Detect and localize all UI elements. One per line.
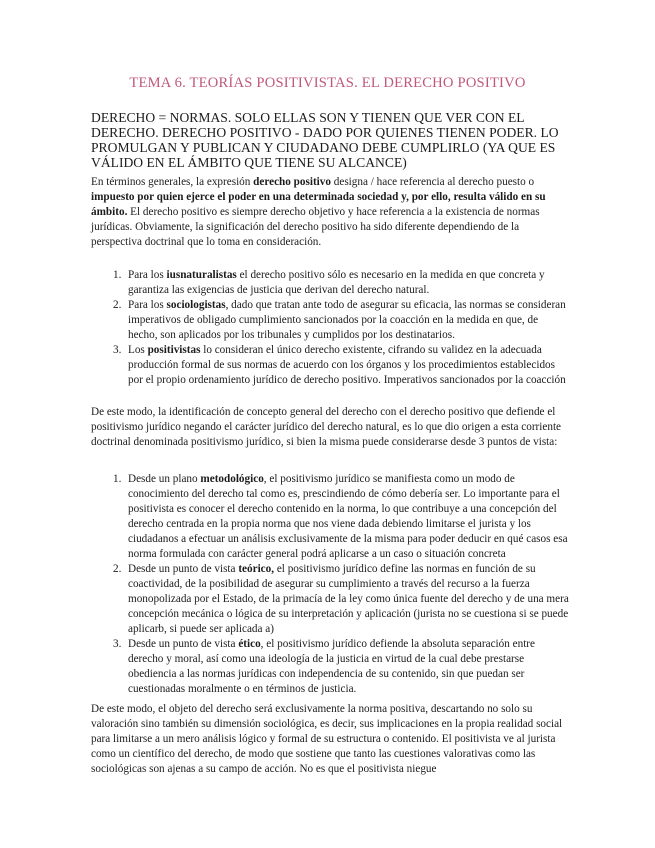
text-run: lo consideran el único derecho existente, cifrando su validez en la adecuada producción formal de sus normas de acuerdo con los órganos y los procedimientos establecidos por el propio ordenamiento jurídico de derecho positivo. Imperativos sancionados por la coacción [128, 344, 566, 386]
text-run: Para los [128, 269, 167, 281]
paragraph-definition [91, 175, 569, 250]
list-item [91, 637, 569, 697]
list-item [91, 343, 569, 388]
text-run: Desde un punto de vista [128, 563, 239, 575]
paragraph-identification: De este modo, la identificación de concepto general del derecho con el derecho positivo que defiende el positivismo jurídico negando el carácter jurídico del derecho natural, es lo que dio origen a esta corriente doctrinal denominada positivismo jurídico, si bien la misma puede considerarse desde 3 puntos de vista: [91, 406, 562, 448]
bold-term: ético [238, 638, 261, 650]
text-run: , el positivismo jurídico se manifiesta como un modo de conocimiento del derecho tal como es, prescindiendo de cómo debería ser. Lo importante para el positivista es conocer el derecho contenido en la norma, lo que contribuye a una concepción del derecho centrada en la propia norma que nos viene dada debiendo limitarse el jurista y los ciudadanos a efectuar un análisis exclusivamente de la misma para poder deducir en qué casos esa norma formulada con carácter general podrá aplicarse a un caso o situación concreta [128, 473, 568, 560]
text-run: Desde un punto de vista [128, 638, 239, 650]
text-run: , el positivismo jurídico defiende la absoluta separación entre derecho y moral, así como una ideología de la justicia en virtud de la cual debe prestarse obediencia a las normas jurídicas con independencia de su contenido, sin que puedan ser cuestionadas moralmente o en términos de justicia. [128, 638, 535, 695]
intro-summary: DERECHO = NORMAS. SOLO ELLAS SON Y TIENEN QUE VER CON EL DERECHO. DERECHO POSITIVO - DADO POR QUIENES TIENEN PODER. LO PROMULGAN Y PUBLICAN Y CIUDADANO DEBE CUMPLIRLO (YA QUE ES VÁLIDO EN EL ÁMBITO QUE TIENE SU ALCANCE) [91, 110, 559, 170]
text-run: Los [128, 344, 148, 356]
list-number: 3. [113, 344, 122, 356]
bold-term: metodológico [200, 473, 264, 485]
viewpoints-list [91, 472, 569, 697]
text-run: designa / hace referencia al derecho puesto o [330, 176, 535, 188]
list-item [91, 472, 569, 562]
list-number: 2. [113, 563, 122, 575]
perspectives-list [91, 268, 569, 388]
text-run: el positivismo jurídico define las normas en función de su coactividad, de la posibilidad de asegurar su cumplimiento a través del recurso a la fuerza monopolizada por el Estado, de la primacía de la ley como única fuente del derecho y de una mera concepción mecánica o lógica de su interpretación y aplicación (jurista no se cuestiona si se puede aplicarb, si puede ser aplicada a) [128, 563, 569, 635]
list-number: 1. [113, 269, 122, 281]
text-run: Desde un plano [128, 473, 201, 485]
list-number: 1. [113, 473, 122, 485]
text-run: En términos generales, la expresión [91, 176, 254, 188]
paragraph-object: De este modo, el objeto del derecho será exclusivamente la norma positiva, descartando no solo su valoración sino también su dimensión sociológica, es decir, sus implicaciones en la propia realidad social para limitarse a un mero análisis lógico y formal de su estructura o contenido. El positivista ve al jurista como un científico del derecho, de modo que sostiene que tanto las cuestiones valorativas como las sociológicas son ajenas a su campo de acción. No es que el positivista niegue [91, 703, 563, 775]
bold-term: teórico, [238, 563, 275, 575]
bold-term: positivistas [147, 344, 201, 356]
page-title: TEMA 6. TEORÍAS POSITIVISTAS. EL DERECHO POSITIVO [129, 75, 526, 91]
text-run: Para los [128, 299, 167, 311]
bold-term: iusnaturalistas [166, 269, 237, 281]
bold-term: impuesto por quien ejerce el poder en una determinada sociedad y, por ello, resulta válido en su ámbito. [91, 191, 546, 218]
text-run: El derecho positivo es siempre derecho objetivo y hace referencia a la existencia de normas jurídicas. Obviamente, la significación del derecho positivo ha sido diferente dependiendo de la perspectiva doctrinal que lo toma en consideración. [91, 206, 540, 248]
text-run: el derecho positivo sólo es necesario en la medida en que concreta y garantiza las exigencias de justicia que derivan del derecho natural. [128, 269, 545, 296]
list-item [91, 298, 569, 343]
list-item [91, 268, 569, 298]
text-run: , dado que tratan ante todo de asegurar su eficacia, las normas se consideran imperativos de obligado cumplimiento sancionados por la coacción en la medida en que, de hecho, son aplicados por los tribunales y cumplidos por los destinatarios. [128, 299, 566, 341]
bold-term: sociologistas [166, 299, 226, 311]
list-number: 3. [113, 638, 122, 650]
bold-term: derecho positivo [253, 176, 331, 188]
list-number: 2. [113, 299, 122, 311]
list-item [91, 562, 569, 637]
